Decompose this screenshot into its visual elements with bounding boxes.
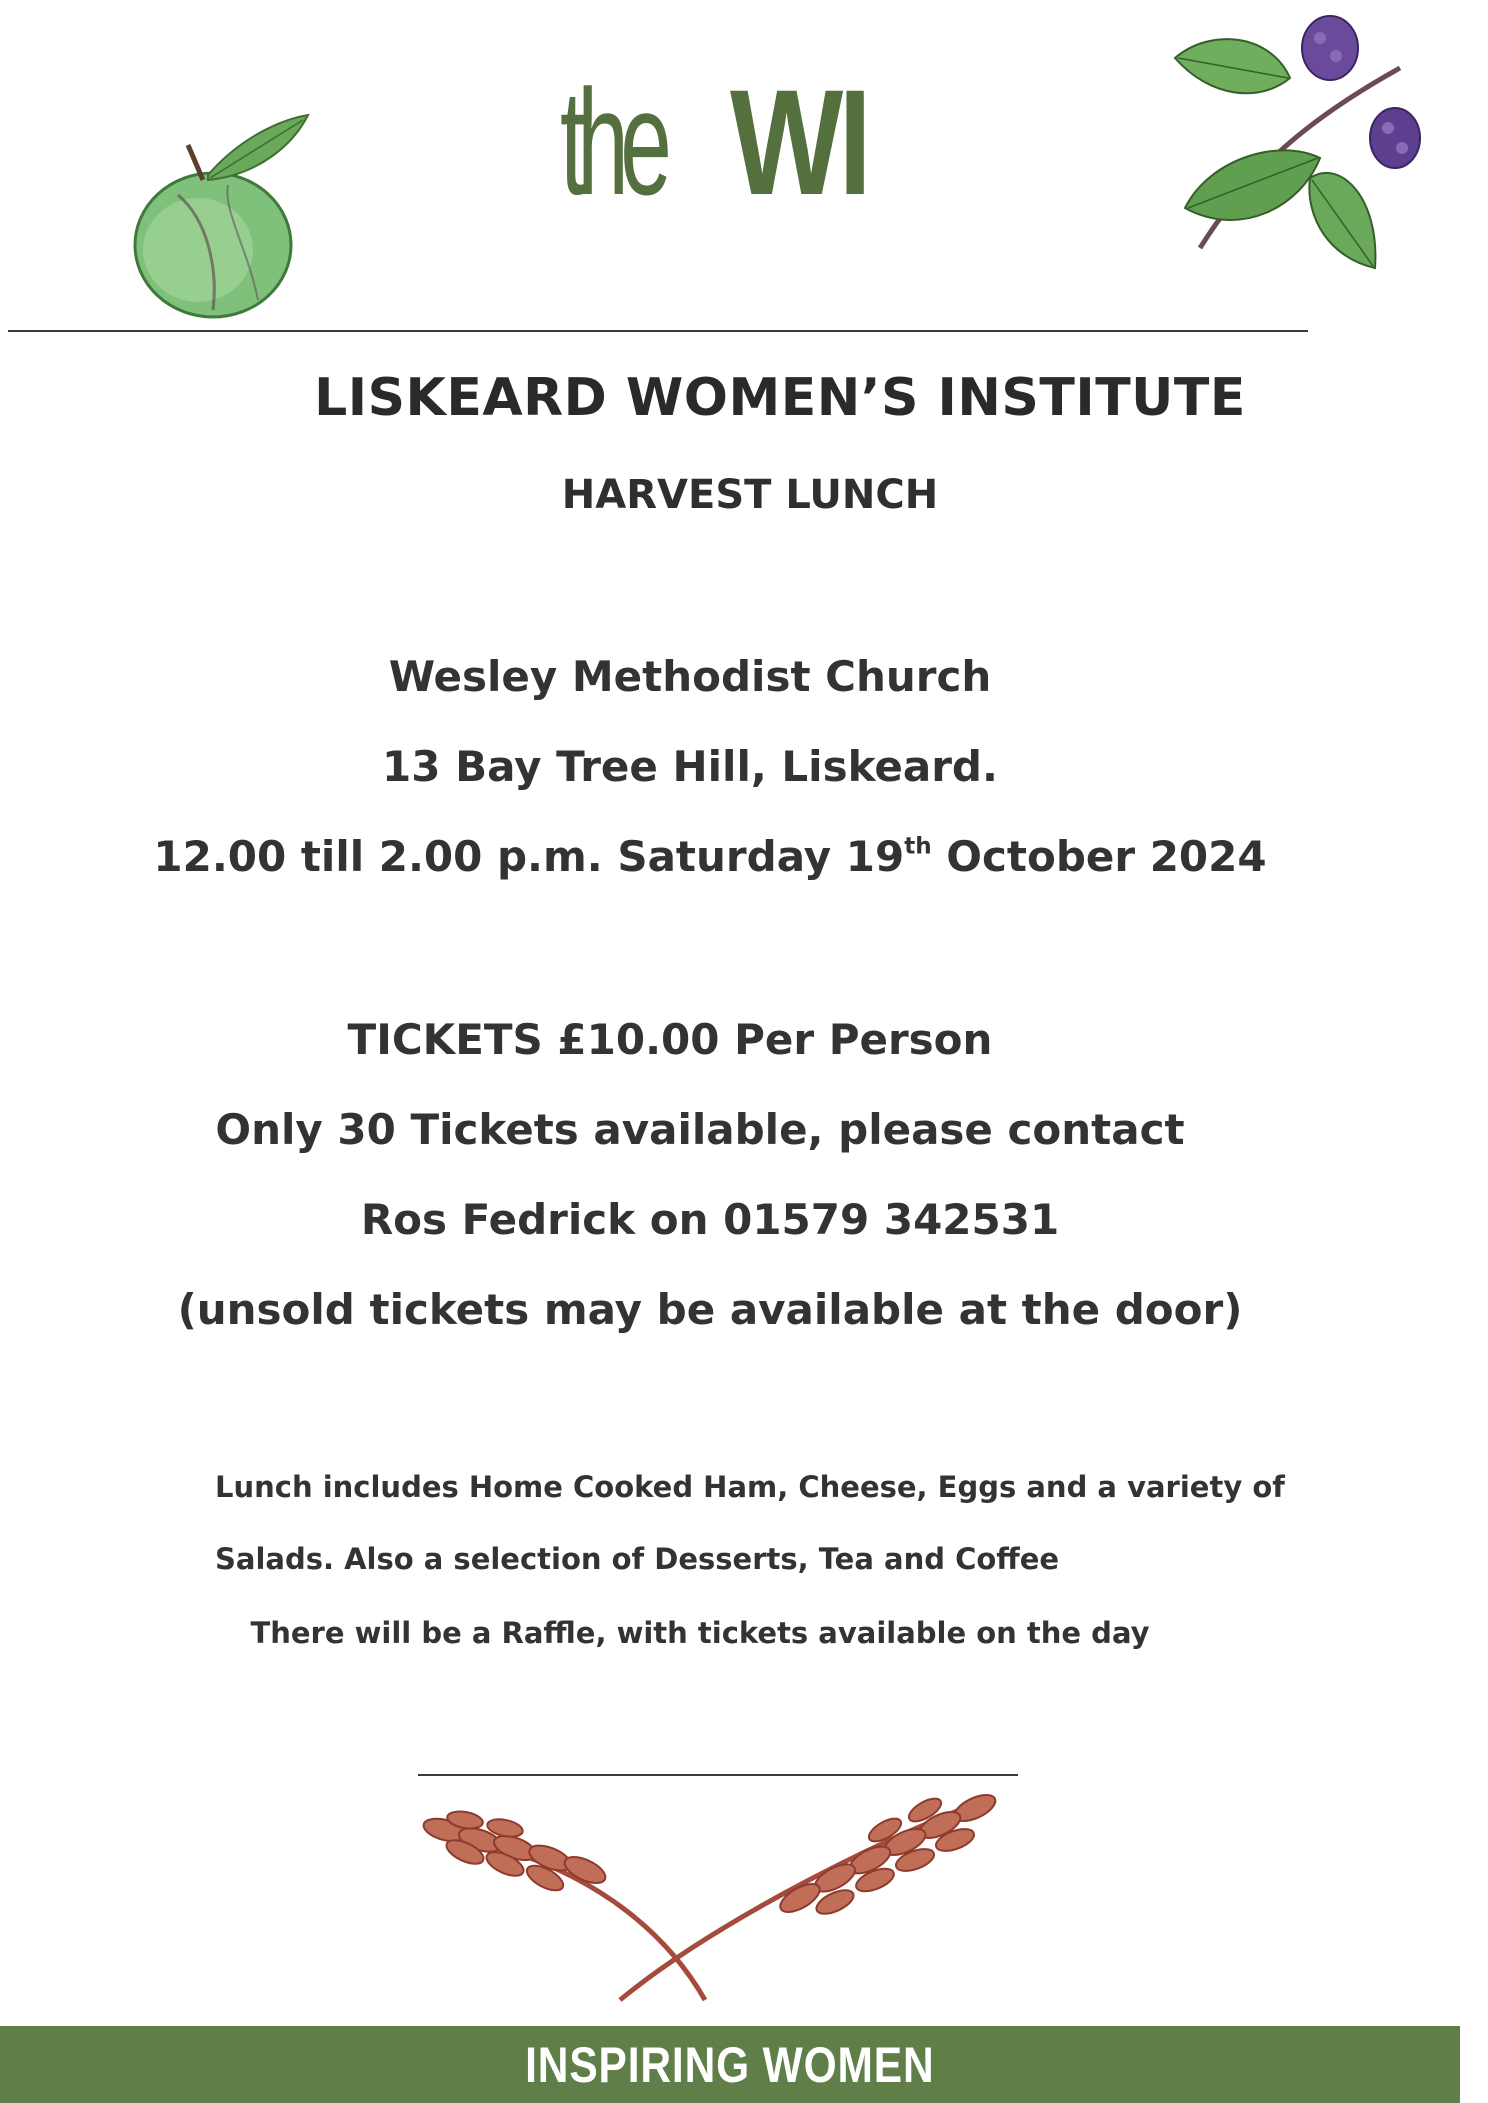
top-divider xyxy=(8,330,1308,332)
footer-banner xyxy=(0,2026,1460,2103)
wheat-illustration xyxy=(405,1780,1025,2010)
lunch-details-line-2: Salads. Also a selection of Desserts, Tea and Coffee xyxy=(215,1542,1060,1576)
logo-wi-text: WI xyxy=(730,58,868,226)
page-title: LISKEARD WOMEN’S INSTITUTE xyxy=(314,368,1246,428)
event-time-ordinal: th xyxy=(904,833,932,860)
event-time-prefix: 12.00 till 2.00 p.m. Saturday 19 xyxy=(153,832,905,881)
ticket-door-note: (unsold tickets may be available at the door) xyxy=(177,1285,1243,1334)
lunch-details-line-1: Lunch includes Home Cooked Ham, Cheese, Eggs and a variety of xyxy=(215,1470,1285,1504)
ticket-price: TICKETS £10.00 Per Person xyxy=(347,1015,993,1064)
bottom-divider xyxy=(418,1774,1018,1776)
blackberry-illustration xyxy=(1170,8,1430,278)
footer-tagline: INSPIRING WOMEN xyxy=(525,2036,935,2093)
venue-name: Wesley Methodist Church xyxy=(388,652,992,701)
logo-the-text: the xyxy=(560,58,664,226)
event-time-suffix: October 2024 xyxy=(931,832,1267,881)
venue-address: 13 Bay Tree Hill, Liskeard. xyxy=(382,742,998,791)
event-subtitle: HARVEST LUNCH xyxy=(561,472,939,518)
raffle-note: There will be a Raffle, with tickets available on the day xyxy=(250,1616,1150,1650)
ticket-contact: Ros Fedrick on 01579 342531 xyxy=(360,1195,1060,1244)
ticket-availability: Only 30 Tickets available, please contact xyxy=(215,1105,1185,1154)
wi-logo xyxy=(560,30,920,226)
event-time xyxy=(120,832,1300,881)
apple-illustration xyxy=(118,100,328,340)
